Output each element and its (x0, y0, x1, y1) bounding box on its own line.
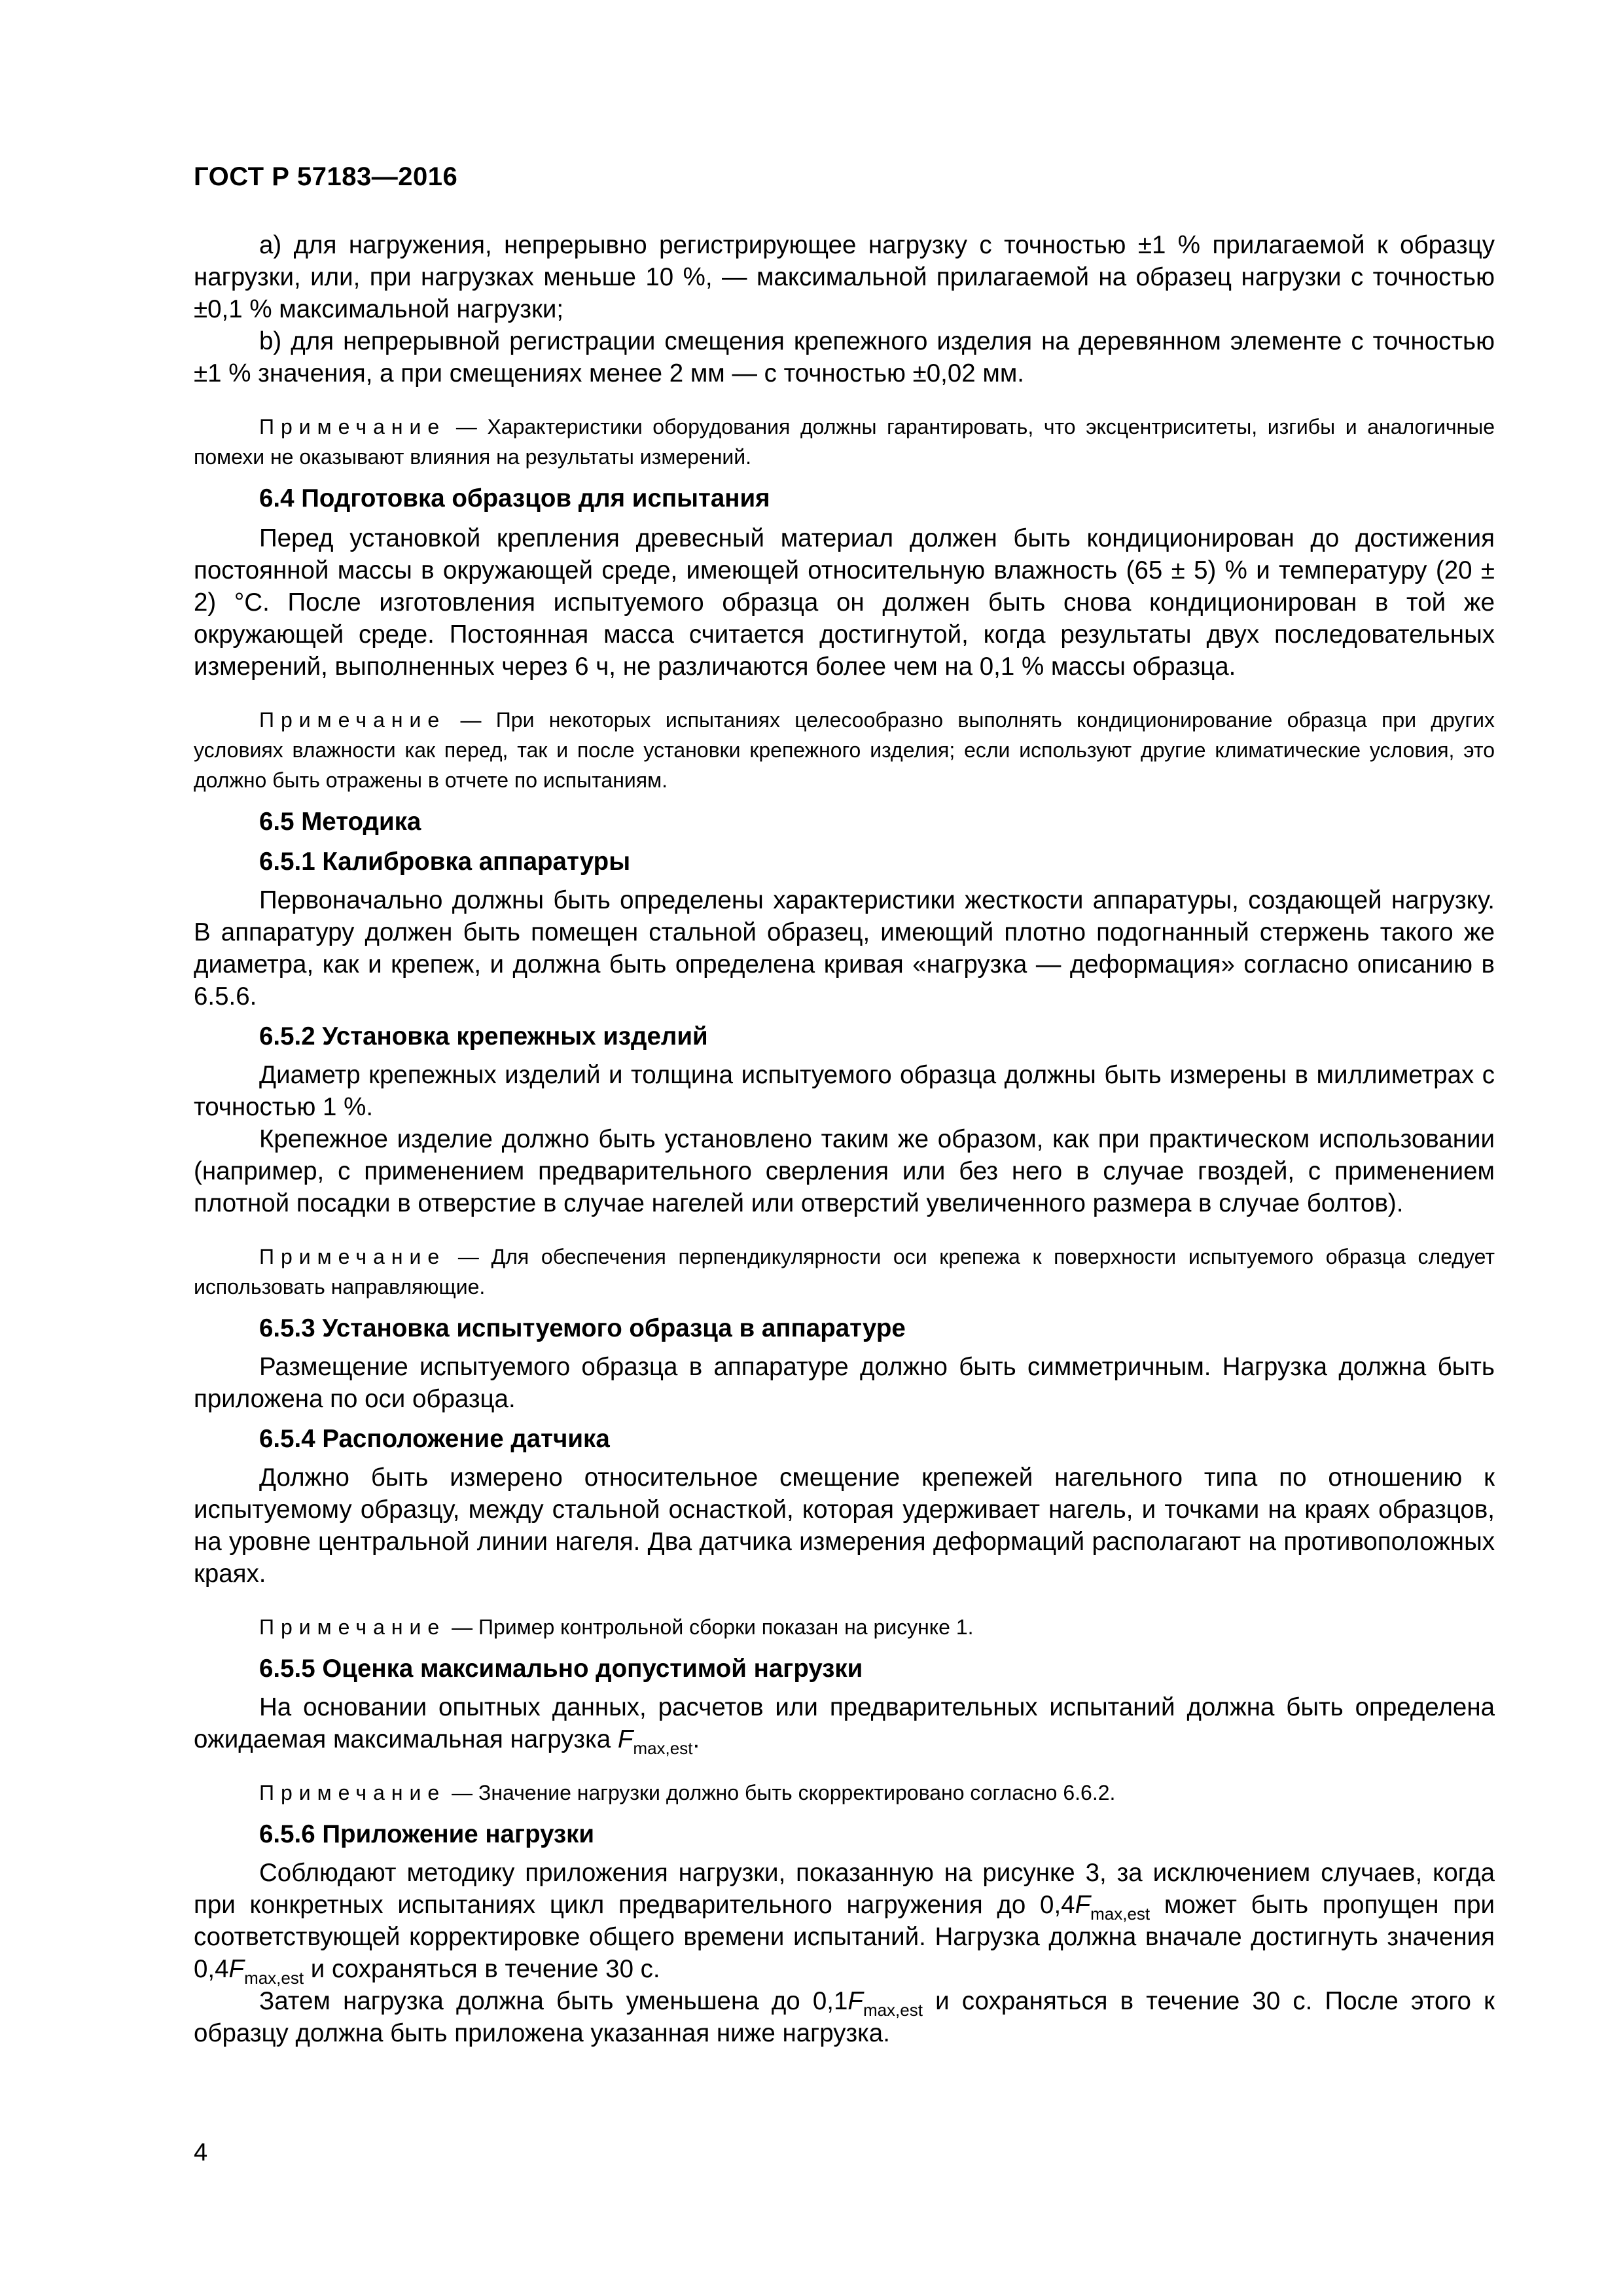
formula-subscript: max,est (244, 1968, 304, 1988)
paragraph-6-4: Перед установкой крепления древесный материал должен быть кондиционирован до достижения постоянной массы в окружающей среде, имеющей относительную влажность (65 ± 5) % и температуру (20 ± 2) °С. После изготовления испытуемого образца он должен быть снова кондиционирован в той же окружающей среде. Постоянная масса считается достигнутой, когда результаты двух последовательных измерений, выполненных через 6 ч, не различаются более чем на 0,1 % массы образца. (194, 524, 1495, 681)
note-text: Характеристики оборудования должны гарантировать, что эксцентриситеты, изгибы и аналогичные помехи не оказывают влияния на результаты измерений. (194, 415, 1495, 469)
note-3 (194, 1242, 1495, 1302)
note-text: При некоторых испытаниях целесообразно выполнять кондиционирование образца при других условиях влажности как перед, так и после установки крепежного изделия; если используют другие климатические условия, это должно быть отражены в отчете по испытаниям. (194, 708, 1495, 792)
section-heading-6-5-1: 6.5.1 Калибровка аппаратуры (259, 848, 631, 876)
paragraph-text: Соблюдают методику приложения нагрузки, показанную на рисунке 3, за исключением случаев, когда при конкретных испытаниях цикл предварительного нагружения до 0,4 (194, 1859, 1495, 1919)
paragraph-6-5-1: Первоначально должны быть определены характеристики жесткости аппаратуры, создающей нагрузку. В аппаратуру должен быть помещен стальной образец, имеющий плотно подогнанный стержень такого же диаметра, как и крепеж, и должна быть определена кривая «нагрузка — деформация» согласно описанию в 6.5.6. (194, 886, 1495, 1011)
note-label: Примечание (259, 708, 446, 732)
note-1 (194, 412, 1495, 472)
paragraph-text: На основании опытных данных, расчетов или предварительных испытаний должна быть определена ожидаемая максимальная нагрузка (194, 1693, 1495, 1753)
paragraph-text: и сохраняться в течение 30 с. (304, 1955, 660, 1983)
formula-symbol: F (1075, 1891, 1091, 1919)
paragraph-text: Затем нагрузка должна быть уменьшена до 0,1 (259, 1987, 848, 2015)
paragraph-6-5-2-b: Крепежное изделие должно быть установлено таким же образом, как при практическом использовании (например, с применением предварительного сверления или без него в случае гвоздей, с применением плотной посадки в отверстие в случае нагелей или отверстий увеличенного размера в случае болтов). (194, 1125, 1495, 1217)
paragraph-6-5-6-b (194, 1985, 1495, 2049)
note-dash: — (446, 708, 496, 732)
section-heading-6-5-2: 6.5.2 Установка крепежных изделий (259, 1022, 708, 1050)
paragraph-6-5-2-a: Диаметр крепежных изделий и толщина испытуемого образца должны быть измерены в миллиметрах с точностью 1 %. (194, 1061, 1495, 1121)
list-item-a: а) для нагружения, непрерывно регистрирующее нагрузку с точностью ±1 % прилагаемой к образцу нагрузки, или, при нагрузках меньше 10 %, — максимальной прилагаемой на образец нагрузки с точностью ±0,1 % максимальной нагрузки; (194, 231, 1495, 323)
formula-symbol: F (228, 1955, 245, 1983)
paragraph-6-5-3: Размещение испытуемого образца в аппаратуре должно быть симметричным. Нагрузка должна быть приложена по оси образца. (194, 1353, 1495, 1413)
paragraph-6-5-4: Должно быть измерено относительное смещение крепежей нагельного типа по отношению к испытуемому образцу, между стальной оснасткой, которая удерживает нагель, и точками на краях образцов, на уровне центральной линии нагеля. Два датчика измерения деформаций располагают на противоположных краях. (194, 1463, 1495, 1588)
note-text: Пример контрольной сборки показан на рисунке 1. (478, 1615, 974, 1639)
paragraph-text: может быть пропущен при соответствующей корректировке общего времени испытаний. Нагрузка должна вначале достигнуть значения 0,4 (194, 1891, 1495, 1983)
note-dash: — (446, 1781, 478, 1804)
section-heading-6-5-6: 6.5.6 Приложение нагрузки (259, 1820, 595, 1848)
note-4 (194, 1612, 1495, 1642)
section-heading-6-5-4: 6.5.4 Расположение датчика (259, 1425, 610, 1453)
paragraph-text: . (692, 1725, 700, 1753)
formula-symbol: F (617, 1725, 633, 1753)
formula-subscript: max,est (633, 1738, 693, 1758)
note-5 (194, 1778, 1495, 1808)
note-2 (194, 705, 1495, 795)
note-text: Для обеспечения перпендикулярности оси крепежа к поверхности испытуемого образца следует использовать направляющие. (194, 1245, 1495, 1299)
formula-subscript: max,est (863, 2000, 923, 2020)
page-number: 4 (194, 2139, 208, 2166)
paragraph-6-5-5 (194, 1691, 1495, 1758)
note-label: Примечание (259, 1615, 446, 1639)
paragraph-text: и сохраняться в течение 30 с. После этого к образцу должна быть приложена указанная ниже нагрузка. (194, 1987, 1495, 2047)
list-item-b: b) для непрерывной регистрации смещения крепежного изделия на деревянном элементе с точностью ±1 % значения, а при смещениях менее 2 мм — с точностью ±0,02 мм. (194, 327, 1495, 387)
formula-symbol: F (847, 1987, 863, 2015)
document-body (194, 229, 1495, 2049)
note-label: Примечание (259, 415, 446, 439)
note-label: Примечание (259, 1245, 446, 1268)
note-dash: — (446, 415, 488, 439)
formula-subscript: max,est (1090, 1904, 1150, 1924)
section-heading-6-5-5: 6.5.5 Оценка максимально допустимой нагрузки (259, 1655, 863, 1683)
document-header: ГОСТ Р 57183—2016 (194, 162, 458, 191)
note-label: Примечание (259, 1781, 446, 1804)
paragraph-6-5-6-a (194, 1857, 1495, 1988)
section-heading-6-4: 6.4 Подготовка образцов для испытания (259, 484, 770, 512)
note-text: Значение нагрузки должно быть скорректировано согласно 6.6.2. (478, 1781, 1116, 1804)
section-heading-6-5-3: 6.5.3 Установка испытуемого образца в аппаратуре (259, 1314, 906, 1342)
note-dash: — (446, 1615, 478, 1639)
section-heading-6-5: 6.5 Методика (259, 808, 421, 836)
note-dash: — (446, 1245, 491, 1268)
